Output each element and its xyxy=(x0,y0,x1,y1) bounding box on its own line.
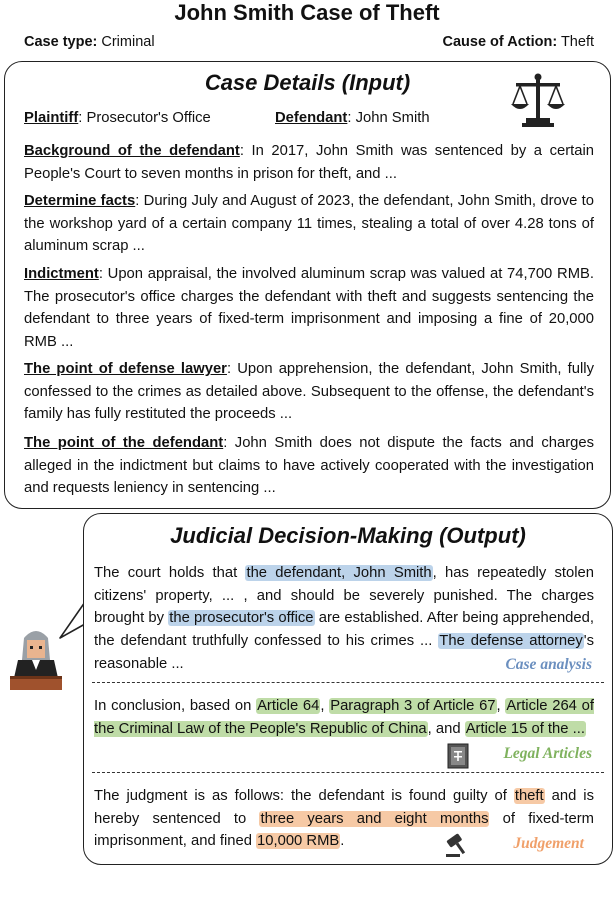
plaintiff-line: Plaintiff: Prosecutor's Office xyxy=(24,110,211,126)
divider xyxy=(92,772,604,773)
page-title: John Smith Case of Theft xyxy=(174,0,440,25)
case-analysis-tag: Case analysis xyxy=(505,656,592,673)
legal-articles-text: In conclusion, based on Article 64, Paragraph 3 of Article 67, Article 264 of the Criminal Law of the People's Republic of China, and Article 15 of the ... xyxy=(94,698,594,737)
facts-section: Determine facts: During July and August of 2023, the defendant, John Smith, drove to the workshop yard of a certain company 11 times, stealing a total of over 4.28 tons of aluminum scrap ... xyxy=(24,193,594,255)
judicial-decision-panel xyxy=(83,513,613,865)
case-analysis-text: The court holds that the defendant, John Smith, has repeatedly stolen citizens' property, ... , and should be severely punished. The charges brought by the prosecutor's office are established. After being apprehended, the defendant truthfully confessed to his crimes ... The defense attorney's reasonable ... xyxy=(94,565,594,672)
cause-of-action: Cause of Action: Theft xyxy=(442,34,594,50)
defendant-point-section: The point of the defendant: John Smith does not dispute the facts and charges alleged in the indictment but claims to have actively cooperated with the investigation and requests leniency in sentencing ... xyxy=(24,435,595,497)
legal-articles-tag: Legal Articles xyxy=(503,745,592,762)
judgement-tag: Judgement xyxy=(513,835,584,852)
judgement-text: The judgment is as follows: the defendant is found guilty of theft and is hereby sentenced to three years and eight months of fixed-term imprisonment, and fined 10,000 RMB. xyxy=(94,788,595,850)
scales-of-justice-icon xyxy=(510,72,566,128)
defendant-line: Defendant: John Smith xyxy=(275,110,430,126)
decision-title: Judicial Decision-Making (Output) xyxy=(170,523,526,548)
divider xyxy=(92,682,604,683)
background-section: Background of the defendant: In 2017, John Smith was sentenced by a certain People's Court to seven months in prison for theft, and ... xyxy=(24,143,594,182)
judge-icon xyxy=(8,626,64,692)
law-book-icon xyxy=(447,743,469,769)
case-details-panel xyxy=(4,61,611,509)
case-type: Case type: Criminal xyxy=(24,34,155,50)
case-details-title: Case Details (Input) xyxy=(204,70,411,95)
defense-lawyer-section: The point of defense lawyer: Upon apprehension, the defendant, John Smith, fully confessed to the crimes as detailed above. Subsequent to the offense, the defendant's family has fully restituted the proceeds ... xyxy=(24,361,594,423)
indictment-section: Indictment: Upon appraisal, the involved aluminum scrap was valued at 74,700 RMB. The prosecutor's office charges the defendant with theft and suggests sentencing the defendant to three years of fixed-term imprisonment and imposing a fine of 20,000 RMB ... xyxy=(24,266,594,350)
gavel-icon xyxy=(444,832,472,858)
